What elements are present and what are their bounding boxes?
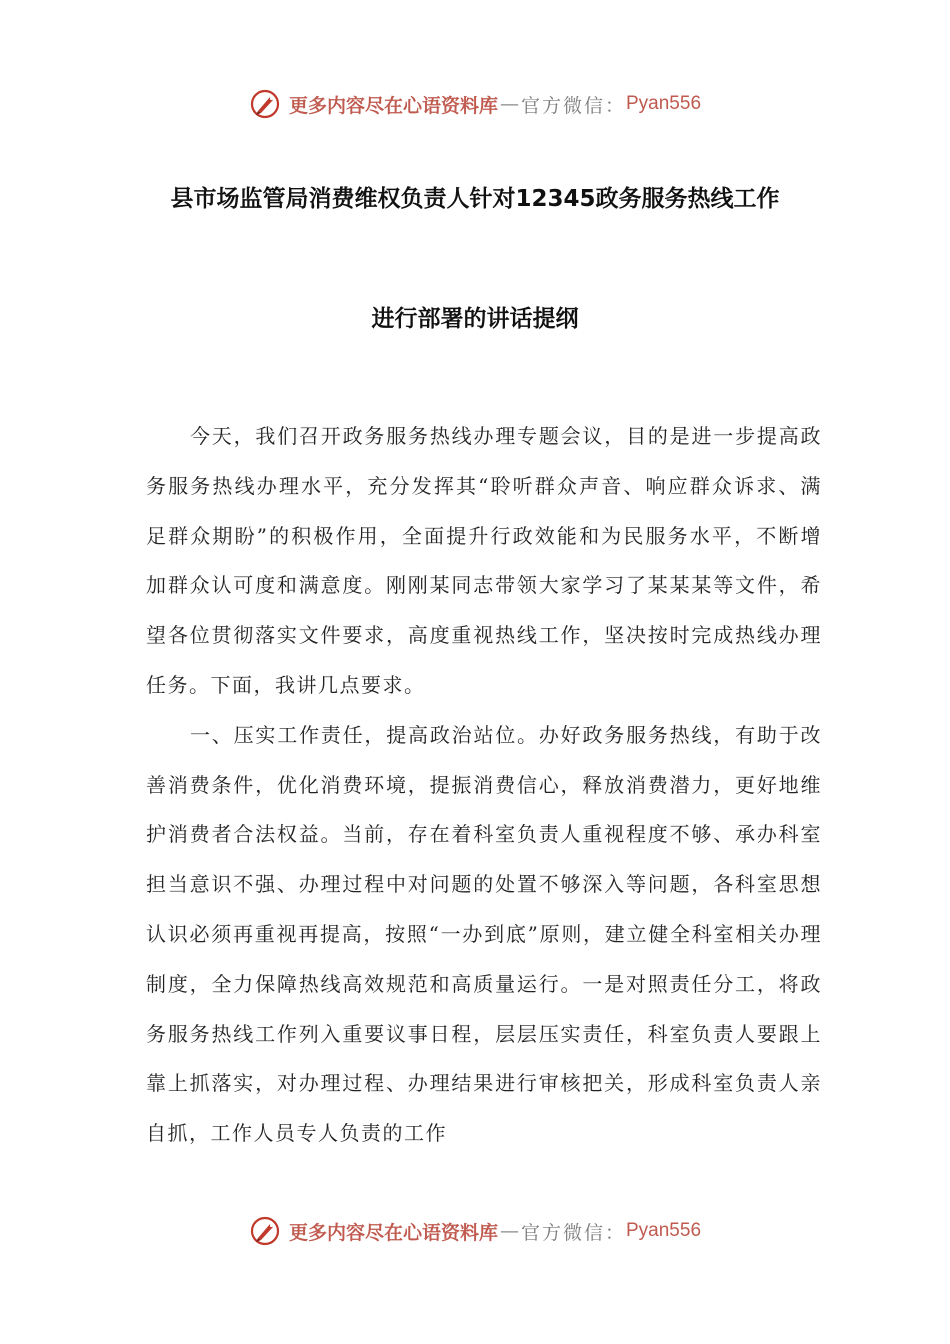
banner-official-label: 官方微信：	[520, 94, 626, 117]
banner-wechat-id: Pyan556	[626, 93, 702, 114]
banner-official-label: 官方微信：	[520, 1221, 626, 1244]
banner-brand-text: 更多内容尽在心语资料库	[288, 1221, 498, 1244]
banner-wechat-id: Pyan556	[626, 1220, 702, 1241]
document-title-line-2: 进行部署的讲话提纲	[371, 306, 579, 332]
footer-watermark-banner	[0, 1211, 950, 1251]
pen-nib-logo-icon	[249, 88, 281, 120]
banner-dash: —	[499, 1220, 519, 1242]
body-paragraph-2: 一、压实工作责任，提高政治站位。办好政务服务热线，有助于改善消费条件，优化消费环境，提振消费信心，释放消费潜力，更好地维护消费者合法权益。当前，存在着科室负责人重视程度不够、承办科室担当意识不强、办理过程中对问题的处置不够深入等问题，各科室思想认识必须再重视再提高，按照“一办到底”原则，建立健全科室相关办理制度，全力保障热线高效规范和高质量运行。一是对照责任分工，将政务服务热线工作列入重要议事日程，层层压实责任，科室负责人要跟上靠上抓落实，对办理过程、办理结果进行审核把关，形成科室负责人亲自抓，工作人员专人负责的工作	[146, 722, 822, 1146]
body-paragraph-1: 今天，我们召开政务服务热线办理专题会议，目的是进一步提高政务服务热线办理水平，充分发挥其“聆听群众声音、响应群众诉求、满足群众期盼”的积极作用，全面提升行政效能和为民服务水平，不断增加群众认可度和满意度。刚刚某同志带领大家学习了某某某等文件，希望各位贯彻落实文件要求，高度重视热线工作，坚决按时完成热线办理任务。下面，我讲几点要求。	[146, 424, 822, 697]
banner-brand-text: 更多内容尽在心语资料库	[288, 94, 498, 117]
header-watermark-banner	[0, 84, 950, 124]
document-title-line-1: 县市场监管局消费维权负责人针对12345政务服务热线工作	[170, 186, 780, 212]
banner-dash: —	[499, 93, 519, 115]
document-body	[146, 412, 822, 1159]
pen-nib-logo-icon	[249, 1215, 281, 1247]
